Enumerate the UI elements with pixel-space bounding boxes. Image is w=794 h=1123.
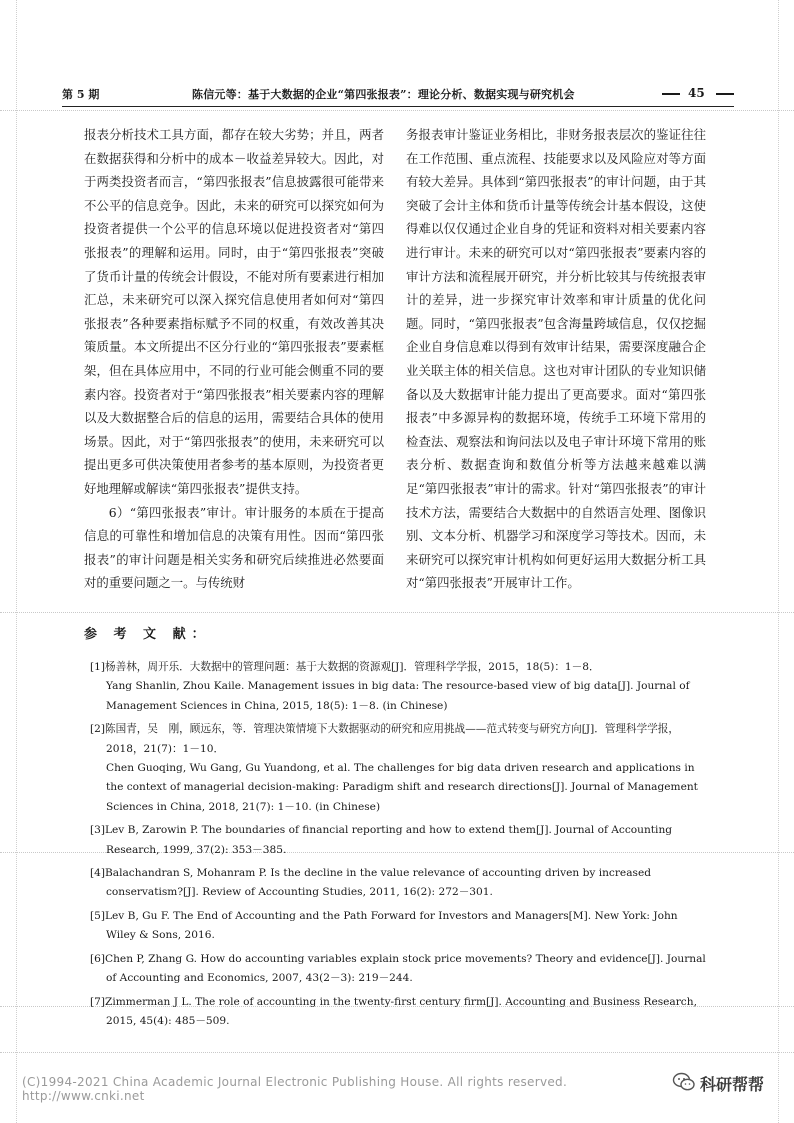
watermark: [672, 1068, 782, 1098]
scan-dots: [0, 1052, 794, 1053]
reference-item: [90, 720, 710, 817]
reference-text: [3]Lev B, Zarowin P. The boundaries of financial reporting and how to extend them[J]. Journal of Accounting Research, 1999, 37(2): 353－385.: [90, 824, 673, 856]
scan-dots: [0, 612, 794, 613]
reference-text: [6]Chen P, Zhang G. How do accounting variables explain stock price movements? Theory and evidence[J]. Journal of Accounting and Economics, 2007, 43(2－3): 219－244.: [90, 952, 706, 985]
reference-text: [1]杨善林，周开乐．大数据中的管理问题：基于大数据的资源观[J]．管理科学学报，2015，18(5)：1－8．: [90, 661, 600, 673]
reference-text: [4]Balachandran S, Mohanram P. Is the decline in the value relevance of accounting driven by increased conservatism?[J]. Review of Accounting Studies, 2011, 16(2): 272－301.: [90, 867, 652, 899]
reference-translation: Chen Guoqing, Wu Gang, Gu Yuandong, et al. The challenges for big data driven research and applications in the context of managerial decision-making: Paradigm shift and research directions[J]. Journal of Management Sciences in China, 2018, 21(7): 1－10. (in Chinese): [106, 762, 698, 813]
reference-item: [90, 821, 710, 860]
references-heading: 参 考 文 献：: [84, 627, 211, 642]
right-column: [406, 123, 706, 595]
left-column: [84, 123, 384, 595]
paragraph: 务报表审计鉴证业务相比，非财务报表层次的鉴证往往在工作范围、重点流程、技能要求以及风险应对等方面有较大差异。具体到“第四张报表”的审计问题，由于其突破了会计主体和货币计量等传统会计基本假设，这使得难以仅仅通过企业自身的凭证和资料对相关要素内容进行审计。未来的研究可以对“第四张报表”要素内容的审计方法和流程展开研究，并分析比较其与传统报表审计的差异，进一步探究审计效率和审计质量的优化问题。同时，“第四张报表”包含海量跨域信息，仅仅挖掘企业自身信息难以得到有效审计结果，需要深度融合企业关联主体的相关信息。这也对审计团队的专业知识储备以及大数据审计能力提出了更高要求。面对“第四张报表”中多源异构的数据环境，传统手工环境下常用的检查法、观察法和询问法以及电子审计环境下常用的账表分析、数据查询和数值分析等方法越来越难以满足“第四张报表”审计的需求。针对“第四张报表”的审计技术方法，需要结合大数据中的自然语言处理、图像识别、文本分析、机器学习和深度学习等技术。因而，未来研究可以探究审计机构如何更好运用大数据分析工具对“第四张报表”开展审计工作。: [406, 127, 706, 591]
reference-text: [2]陈国青，吴 刚，顾远东，等．管理决策情境下大数据驱动的研究和应用挑战——范式转变与研究方向[J]．管理科学学报，2018，21(7)：1－10．: [90, 723, 679, 755]
page-number: 45: [688, 86, 705, 100]
dash-decoration: [716, 93, 734, 95]
reference-item: [90, 864, 710, 903]
reference-text: [5]Lev B, Gu F. The End of Accounting and the Path Forward for Investors and Managers[M]. New York: John Wiley & Sons, 2016.: [90, 909, 678, 942]
reference-item: [90, 658, 710, 716]
reference-item: [90, 950, 710, 989]
paragraph: 报表分析技术工具方面，都存在较大劣势；并且，两者在数据获得和分析中的成本－收益差异较大。因此，对于两类投资者而言，“第四张报表”信息披露很可能带来不公平的信息竞争。因此，未来的研究可以探究如何为投资者提供一个公平的信息环境以促进投资者对“第四张报表”的理解和运用。同时，由于“第四张报表”突破了货币计量的传统会计假设，不能对所有要素进行相加汇总，未来研究可以深入探究信息使用者如何对“第四张报表”各种要素指标赋予不同的权重，有效改善其决策质量。本文所提出不区分行业的“第四张报表”要素框架，但在具体应用中，不同的行业可能会侧重不同的要素内容。投资者对于“第四张报表”相关要素内容的理解以及大数据整合后的信息的运用，需要结合具体的使用场景。因此，对于“第四张报表”的使用，未来研究可以提出更多可供决策使用者参考的基本原则，为投资者更好地理解或解读“第四张报表”提供支持。: [84, 127, 384, 496]
reference-translation: Yang Shanlin, Zhou Kaile. Management issues in big data: The resource-based view of big data[J]. Journal of Management Sciences in China, 2015, 18(5): 1－8. (in Chinese): [106, 680, 690, 712]
reference-list: [90, 658, 710, 1035]
scan-dots: [16, 0, 17, 1123]
scan-dots: [778, 0, 779, 1123]
scan-dots: [0, 110, 794, 111]
reference-item: [90, 993, 710, 1032]
running-title: 陈信元等：基于大数据的企业“第四张报表”：理论分析、数据实现与研究机会: [192, 88, 575, 101]
reference-text: [7]Zimmerman J L. The role of accounting in the twenty-first century firm[J]. Accounting and Business Research, 2015, 45(4): 485－509.: [90, 995, 697, 1027]
wechat-icon: [672, 1070, 696, 1094]
dash-decoration: [662, 93, 680, 95]
watermark-text: 科研帮帮: [700, 1075, 765, 1094]
reference-item: [90, 907, 710, 946]
copyright-footer: (C)1994-2021 China Academic Journal Electronic Publishing House. All rights reserved. http://www.cnki.net: [22, 1075, 568, 1103]
issue-number: 第 5 期: [62, 88, 100, 101]
paragraph: 6）“第四张报表”审计。审计服务的本质在于提高信息的可靠性和增加信息的决策有用性。因而“第四张报表”的审计问题是相关实务和研究后续推进必然要面对的重要问题之一。与传统财: [84, 504, 384, 591]
page-header: [62, 86, 734, 106]
header-rule: [62, 106, 734, 107]
page-number-block: [662, 86, 734, 102]
